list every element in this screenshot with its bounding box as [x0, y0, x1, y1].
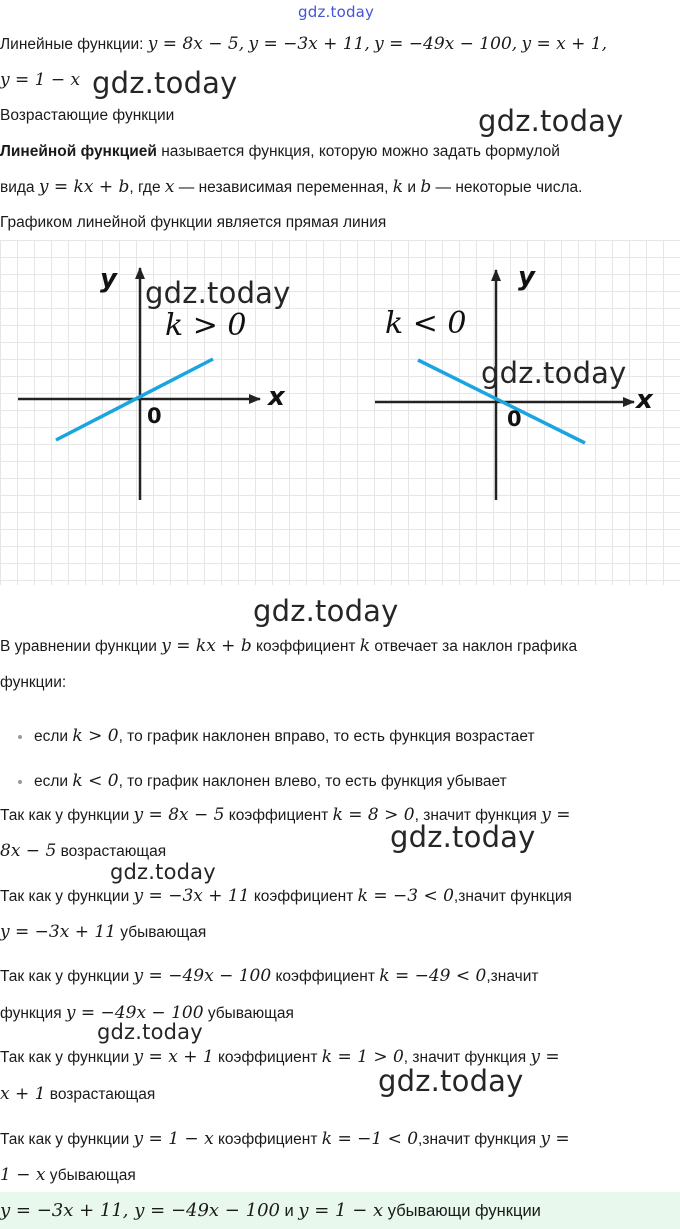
case-text: , значит функция — [414, 807, 542, 824]
case-text: ,значит — [486, 968, 539, 985]
case-text: коэффициент — [271, 968, 380, 985]
case-text: ,значит функция — [453, 888, 572, 905]
case-coefficient: k = 8 > 0 — [332, 805, 415, 825]
explanation-formula: y = kx + b — [161, 636, 252, 656]
function-2: y = −3x + 11, — [248, 34, 370, 54]
definition-text: и — [403, 179, 421, 196]
intro-line-2 — [0, 70, 80, 91]
case-result: возрастающая — [56, 843, 167, 860]
explanation-text: коэффициент — [251, 638, 360, 655]
bullet-item-decreasing — [34, 771, 507, 792]
watermark: gdz.today — [110, 860, 216, 884]
watermark: gdz.today — [97, 1020, 203, 1044]
case-coefficient: k = −1 < 0 — [321, 1129, 419, 1149]
definition-text: — независимая переменная, — [174, 179, 393, 196]
bullet-condition: k > 0 — [72, 726, 119, 746]
case-function: 8x − 5 — [0, 841, 57, 861]
var-k: k — [392, 177, 404, 197]
case-result: убывающая — [45, 1167, 136, 1184]
definition-text: , где — [129, 179, 165, 196]
definition-line-1 — [0, 142, 560, 162]
left-condition: k > 0 — [165, 308, 247, 343]
case-coefficient: k = −49 < 0 — [379, 966, 487, 986]
watermark: gdz.today — [378, 1064, 524, 1098]
watermark: gdz.today — [390, 820, 536, 854]
conclusion — [0, 1201, 541, 1221]
bullet-text: , то график наклонен вправо, то есть функция возрастает — [118, 728, 535, 745]
bullet-item-increasing — [34, 726, 535, 747]
explanation-text: В уравнении функции — [0, 638, 162, 655]
case-text: Так как у функции — [0, 888, 134, 905]
bullet-text: если — [34, 728, 73, 745]
watermark: gdz.today — [253, 594, 399, 628]
case-text: коэффициент — [213, 1049, 322, 1066]
conclusion-text: убывающи функции — [383, 1202, 541, 1220]
conclusion-functions: y = −3x + 11, y = −49x − 100 — [0, 1200, 280, 1221]
case-4-line-2 — [0, 1084, 155, 1105]
watermark: gdz.today — [92, 66, 238, 100]
case-function: y = 1 − x — [133, 1129, 214, 1149]
case-text: функция — [0, 1005, 66, 1022]
case-function-start: y = — [541, 805, 571, 825]
case-function: 1 − x — [0, 1165, 46, 1185]
var-b: b — [420, 177, 432, 197]
case-coefficient: k = 1 > 0 — [321, 1047, 404, 1067]
case-result: убывающая — [203, 1005, 294, 1022]
right-origin-label: 0 — [507, 407, 522, 431]
definition-line-2 — [0, 177, 582, 198]
section-heading: Возрастающие функции — [0, 107, 175, 124]
definition-text: называется функция, которую можно задать формулой — [156, 143, 560, 160]
right-x-label: x — [636, 385, 653, 415]
case-text: коэффициент — [224, 807, 333, 824]
watermark: gdz.today — [481, 356, 627, 390]
case-5-line-2 — [0, 1165, 136, 1186]
definition-formula: y = kx + b — [38, 177, 130, 197]
graph-caption: Графиком линейной функции является прямая линия — [0, 214, 387, 231]
case-text: Так как у функции — [0, 968, 134, 985]
case-text: ,значит функция — [418, 1131, 541, 1148]
case-function: y = −3x + 11 — [133, 886, 250, 906]
right-y-label: y — [518, 262, 535, 292]
case-function: y = 8x − 5 — [133, 805, 225, 825]
function-5: y = 1 − x — [0, 70, 81, 90]
case-text: коэффициент — [213, 1131, 322, 1148]
case-function-start: y = — [540, 1129, 570, 1149]
case-text: коэффициент — [249, 888, 358, 905]
case-result: убывающая — [116, 924, 207, 941]
watermark-top: gdz.today — [298, 3, 375, 21]
bullet-dot — [18, 735, 22, 739]
bullet-condition: k < 0 — [72, 771, 119, 791]
bullet-text: , то график наклонен влево, то есть функция убывает — [118, 773, 507, 790]
case-function: y = −49x − 100 — [133, 966, 272, 986]
definition-text: вида — [0, 179, 39, 196]
left-y-label: y — [100, 264, 117, 294]
case-2-line-2 — [0, 922, 206, 943]
conclusion-text: и — [279, 1202, 299, 1220]
case-text: Так как у функции — [0, 807, 134, 824]
case-function-start: y = — [530, 1047, 560, 1067]
bullet-text: если — [34, 773, 73, 790]
definition-term: Линейной функцией — [0, 143, 157, 160]
case-result: возрастающая — [45, 1086, 156, 1103]
function-3: y = −49x − 100, — [374, 34, 518, 54]
var-x: x — [164, 177, 175, 197]
graphs-figure — [0, 240, 680, 585]
watermark: gdz.today — [478, 104, 624, 138]
definition-text: — некоторые числа. — [431, 179, 583, 196]
explanation-line-1 — [0, 636, 577, 657]
case-text: Так как у функции — [0, 1131, 134, 1148]
left-x-label: x — [268, 382, 285, 412]
case-text: , значит функция — [403, 1049, 531, 1066]
case-function: y = −3x + 11 — [0, 922, 116, 942]
case-function: y = −49x − 100 — [65, 1003, 204, 1023]
watermark: gdz.today — [145, 276, 291, 310]
function-4: y = x + 1, — [521, 34, 607, 54]
case-5-line-1 — [0, 1129, 570, 1150]
case-text: Так как у функции — [0, 1049, 134, 1066]
intro-line-1 — [0, 34, 607, 55]
case-function: x + 1 — [0, 1084, 46, 1104]
case-1-line-2 — [0, 841, 166, 862]
var-k: k — [359, 636, 371, 656]
case-3-line-1 — [0, 966, 538, 987]
conclusion-function: y = 1 − x — [298, 1200, 384, 1221]
left-origin-label: 0 — [147, 404, 162, 428]
case-2-line-1 — [0, 886, 572, 907]
right-condition: k < 0 — [385, 306, 467, 341]
explanation-text: отвечает за наклон графика — [370, 638, 578, 655]
bullet-dot — [18, 780, 22, 784]
function-1: y = 8x − 5, — [147, 34, 245, 54]
explanation-line-2: функции: — [0, 674, 67, 691]
case-function: y = x + 1 — [133, 1047, 214, 1067]
case-coefficient: k = −3 < 0 — [357, 886, 454, 906]
intro-label: Линейные функции: — [0, 36, 144, 53]
